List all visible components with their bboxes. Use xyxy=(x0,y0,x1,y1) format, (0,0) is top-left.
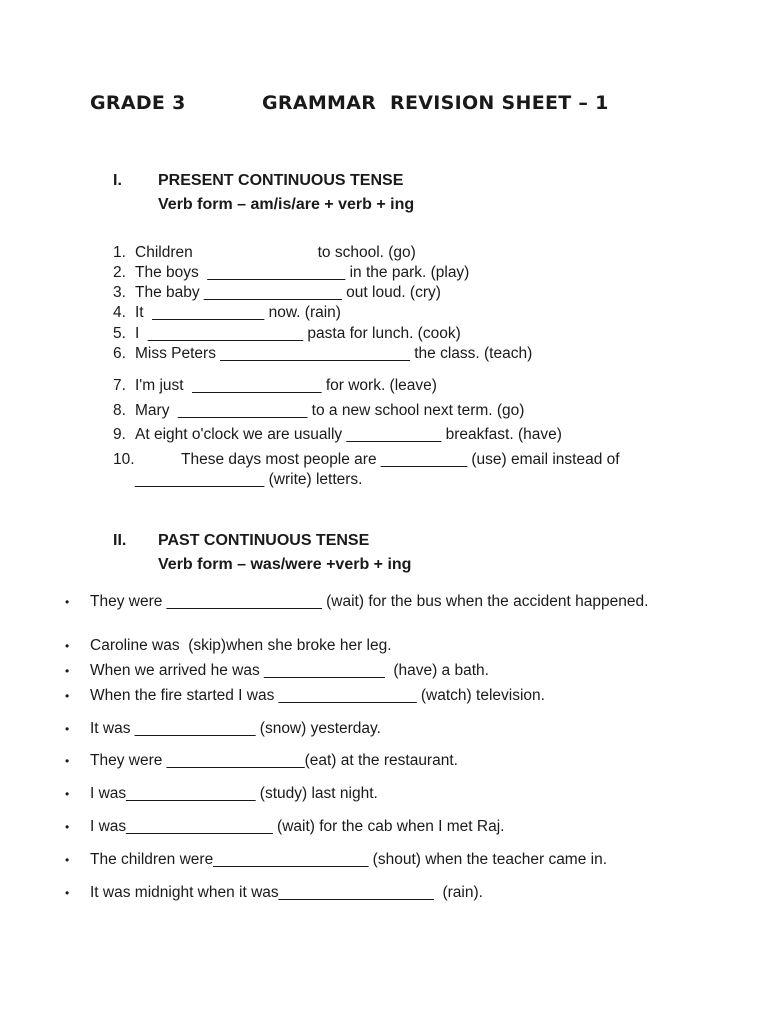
item-number: 5. xyxy=(113,325,126,342)
bullet-icon: • xyxy=(65,886,70,900)
item-text-continued: _______________ (write) letters. xyxy=(135,471,363,488)
section-2-title: PAST CONTINUOUS TENSE xyxy=(158,532,370,549)
section-2-subheading: Verb form – was/were +verb + ing xyxy=(158,556,412,573)
item-text: The boys ________________ in the park. (play) xyxy=(135,264,470,281)
item-text: The children were__________________ (shout) when the teacher came in. xyxy=(90,851,608,868)
item-text: Miss Peters ______________________ the class. (teach) xyxy=(135,345,533,362)
item-text: I was_________________ (wait) for the cab when I met Raj. xyxy=(90,818,505,835)
item-number: 7. xyxy=(113,377,126,394)
item-number: 10. xyxy=(113,451,135,468)
list-item xyxy=(113,425,562,445)
list-item xyxy=(113,263,469,283)
item-text: Mary _______________ to a new school next term. (go) xyxy=(135,402,525,419)
bullet-icon: • xyxy=(65,664,70,678)
item-number: 4. xyxy=(113,304,126,321)
bullet-icon: • xyxy=(65,754,70,768)
item-text: The baby ________________ out loud. (cry) xyxy=(135,284,441,301)
grade-label: GRADE 3 xyxy=(90,92,186,114)
item-text: It was midnight when it was__________________ (rain). xyxy=(90,884,483,901)
item-text: I'm just _______________ for work. (leave) xyxy=(135,377,437,394)
item-number: 6. xyxy=(113,345,126,362)
item-text: I was_______________ (study) last night. xyxy=(90,785,378,802)
item-text: It was ______________ (snow) yesterday. xyxy=(90,720,381,737)
item-number: 2. xyxy=(113,264,126,281)
item-number: 1. xyxy=(113,244,126,261)
list-item xyxy=(113,303,341,323)
item-text: When we arrived he was ______________ (have) a bath. xyxy=(90,662,489,679)
item-number: 8. xyxy=(113,402,126,419)
list-item xyxy=(113,324,461,344)
item-text: When the fire started I was ________________ (watch) television. xyxy=(90,687,545,704)
section-1-heading xyxy=(113,172,403,190)
list-item xyxy=(113,283,441,303)
list-item xyxy=(113,401,524,421)
list-item xyxy=(113,344,532,364)
list-item xyxy=(113,450,620,470)
bullet-icon: • xyxy=(65,853,70,867)
bullet-icon: • xyxy=(65,689,70,703)
bullet-icon: • xyxy=(65,595,70,609)
section-1-title: PRESENT CONTINUOUS TENSE xyxy=(158,172,404,189)
section-1-subheading: Verb form – am/is/are + verb + ing xyxy=(158,196,415,213)
page-title xyxy=(90,92,609,114)
list-item xyxy=(113,376,437,396)
item-text: At eight o'clock we are usually ___________ breakfast. (have) xyxy=(135,426,562,443)
list-item xyxy=(113,243,416,263)
item-text: They were __________________ (wait) for the bus when the accident happened. xyxy=(90,593,649,610)
item-text: These days most people are __________ (use) email instead of xyxy=(181,451,620,468)
bullet-icon: • xyxy=(65,820,70,834)
bullet-icon: • xyxy=(65,722,70,736)
section-2-heading xyxy=(113,532,369,550)
item-text: Children to school. (go) xyxy=(135,244,416,261)
sheet-title: GRAMMAR REVISION SHEET – 1 xyxy=(262,92,609,114)
item-text: They were ________________(eat) at the restaurant. xyxy=(90,752,458,769)
item-text: Caroline was (skip)when she broke her leg. xyxy=(90,637,392,654)
bullet-icon: • xyxy=(65,639,70,653)
item-number: 3. xyxy=(113,284,126,301)
item-text: I __________________ pasta for lunch. (cook) xyxy=(135,325,461,342)
item-text: It _____________ now. (rain) xyxy=(135,304,341,321)
item-number: 9. xyxy=(113,426,126,443)
bullet-icon: • xyxy=(65,787,70,801)
section-1-number: I. xyxy=(113,172,122,189)
section-2-number: II. xyxy=(113,532,127,549)
